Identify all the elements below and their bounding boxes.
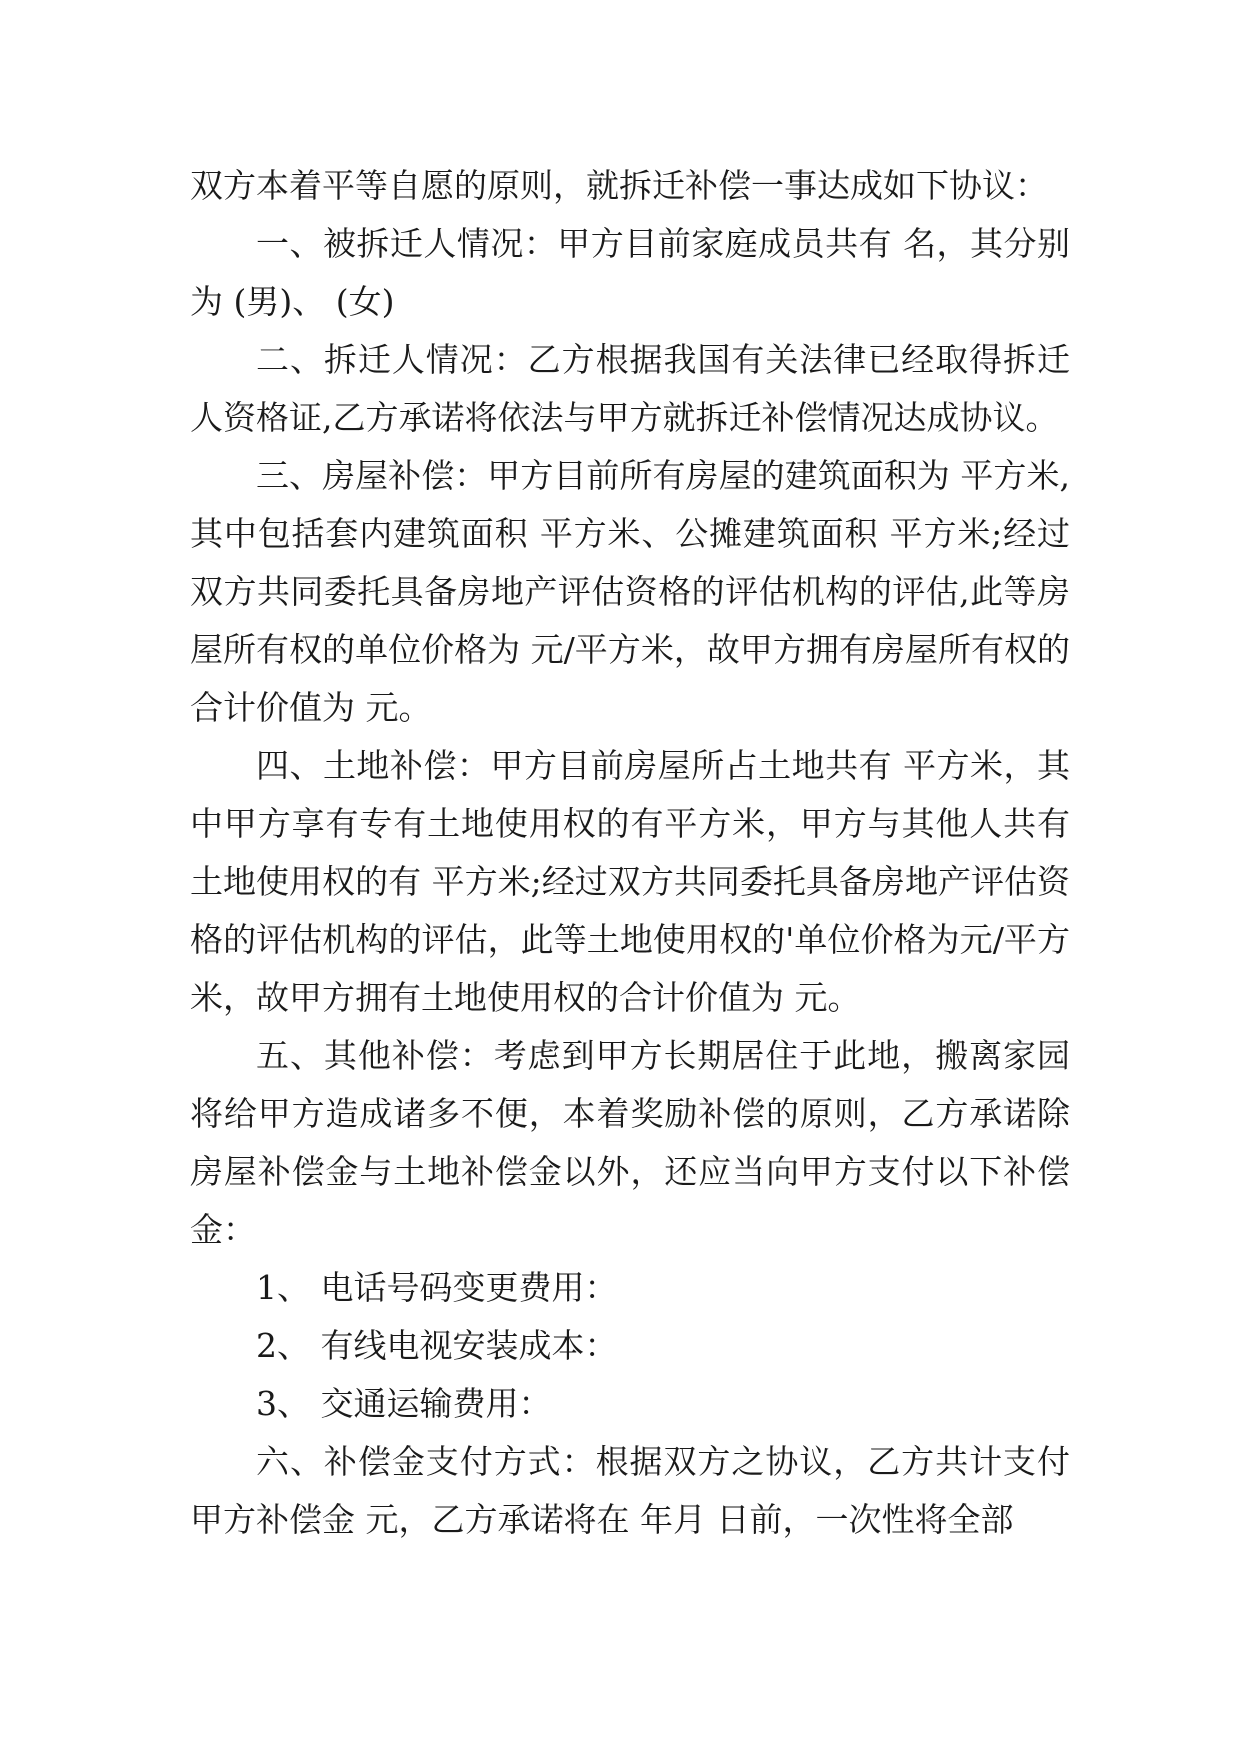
list-item-3: 3、 交通运输费用： [256,1384,552,1423]
paragraph-section-2: 二、拆迁人情况：乙方根据我国有关法律已经取得拆迁人资格证,乙方承诺将依法与甲方就拆迁补偿情况达成协议。 [190,340,1070,437]
paragraph-section-3: 三、房屋补偿：甲方目前所有房屋的建筑面积为 平方米,其中包括套内建筑面积 平方米、公摊建筑面积 平方米;经过双方共同委托具备房地产评估资格的评估机构的评估,此等房屋所有权的单位价格为 元/平方米，故甲方拥有房屋所有权的合计价值为 元。 [190,456,1070,727]
paragraph-section-1: 一、被拆迁人情况：甲方目前家庭成员共有 名，其分别为 (男)、 (女) [190,224,1070,321]
paragraph-section-5: 五、其他补偿：考虑到甲方长期居住于此地，搬离家园将给甲方造成诸多不便，本着奖励补偿的原则，乙方承诺除房屋补偿金与土地补偿金以外，还应当向甲方支付以下补偿金： [190,1036,1070,1249]
document-body [190,157,1070,1549]
paragraph-intro: 双方本着平等自愿的原则，就拆迁补偿一事达成如下协议： [190,166,1048,205]
paragraph-section-6: 六、补偿金支付方式：根据双方之协议，乙方共计支付甲方补偿金 元，乙方承诺将在 年月 日前，一次性将全部 [190,1442,1070,1539]
list-item-1: 1、 电话号码变更费用： [256,1268,618,1307]
list-item-2: 2、 有线电视安装成本： [256,1326,618,1365]
paragraph-section-4: 四、土地补偿：甲方目前房屋所占土地共有 平方米，其中甲方享有专有土地使用权的有平方米，甲方与其他人共有土地使用权的有 平方米;经过双方共同委托具备房地产评估资格的评估机构的评估，此等土地使用权的'单位价格为元/平方米，故甲方拥有土地使用权的合计价值为 元。 [190,746,1070,1017]
